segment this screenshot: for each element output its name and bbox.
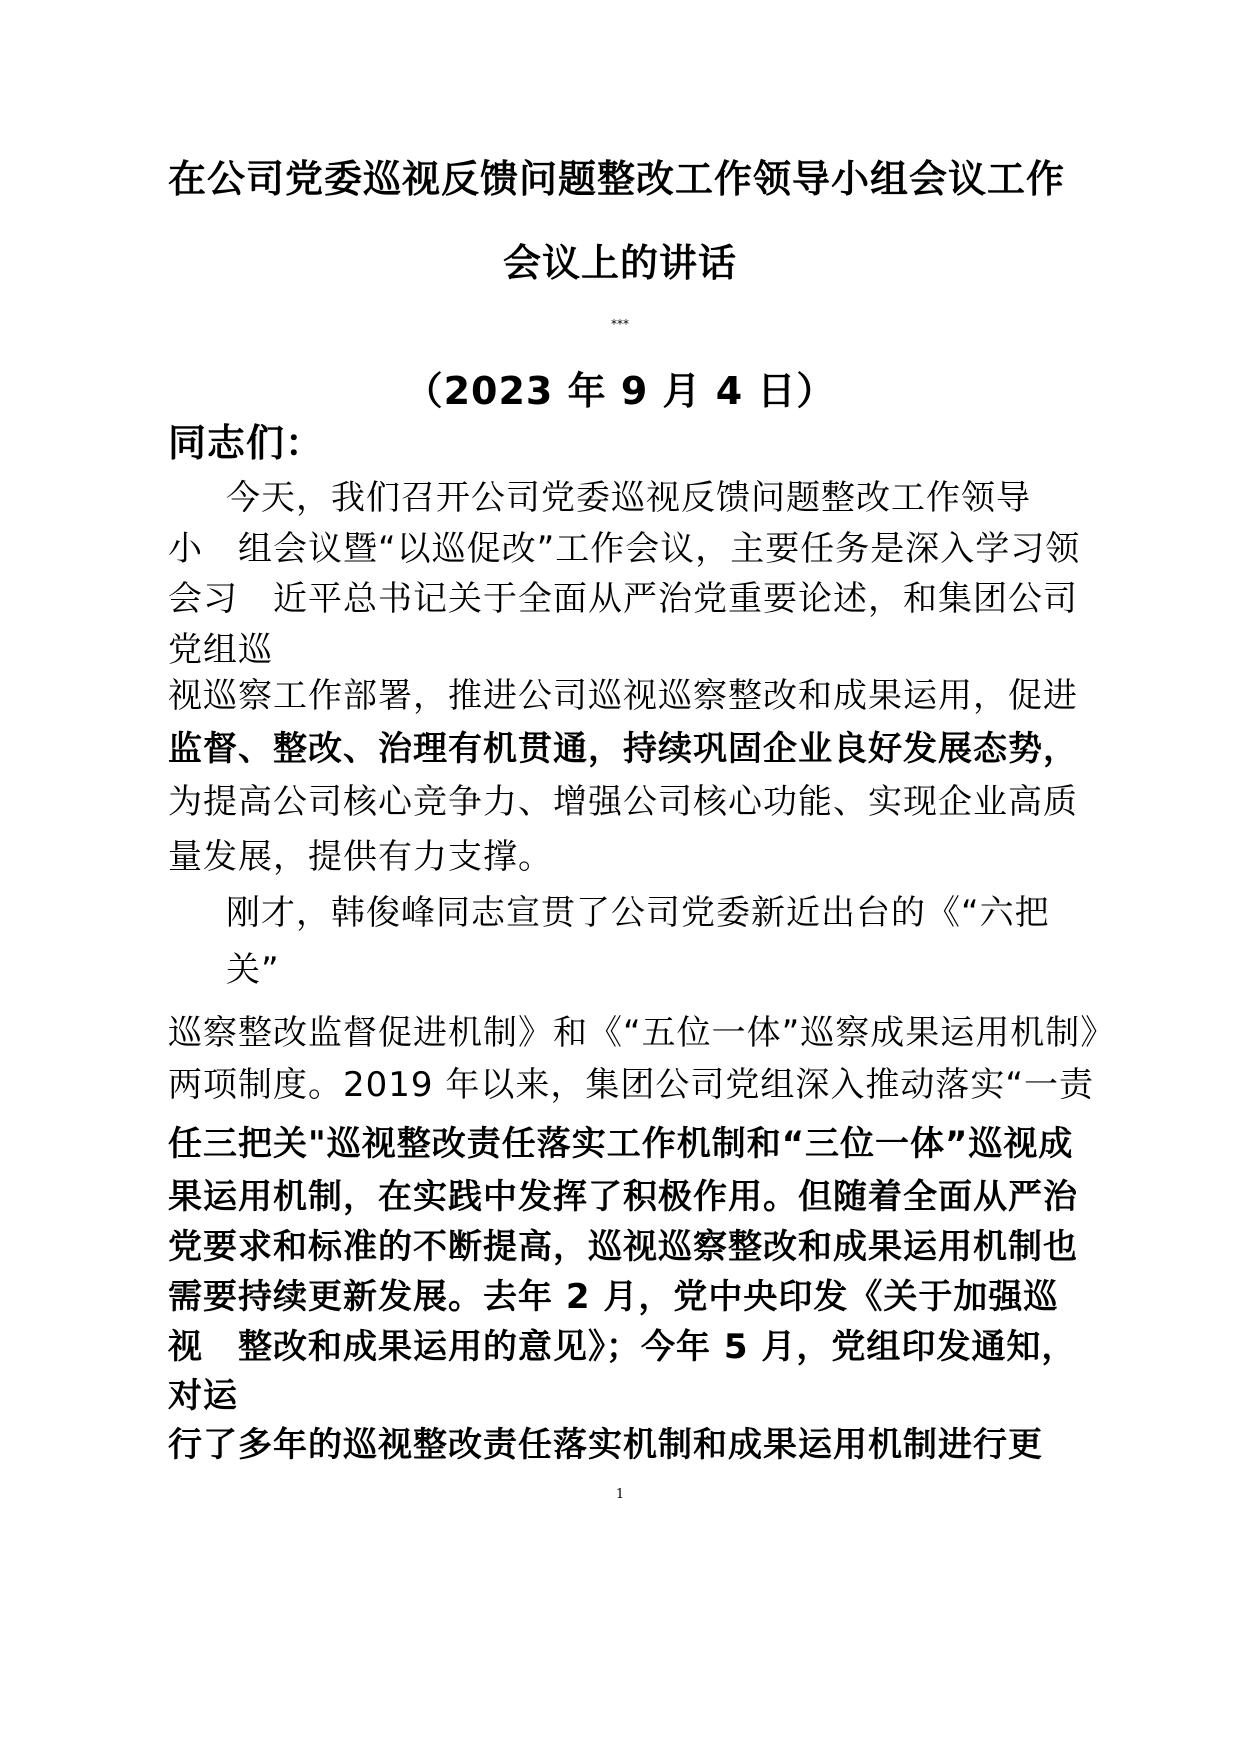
author-mark: ***	[611, 317, 629, 331]
paragraph-2-line-5: 任三把关"巡视整改责任落实工作机制和“三位一体”巡视成	[168, 1124, 1074, 1164]
paragraph-2-line-11: 行了多年的巡视整改责任落实机制和成果运用机制进行更	[168, 1425, 1043, 1465]
paragraph-2-line-8: 需要持续更新发展。去年 2 月，党中央印发《关于加强巡	[168, 1277, 1059, 1317]
paragraph-1-line-3: 会习 近平总书记关于全面从严治党重要论述，和集团公司	[168, 579, 1078, 619]
paragraph-2-line-2: 关”	[226, 950, 280, 990]
salutation: 同志们：	[168, 421, 325, 465]
paragraph-1-line-8: 量发展，提供有力支撑。	[168, 837, 553, 877]
title-line-2: 会议上的讲话	[502, 241, 737, 285]
paragraph-1-line-1: 今天，我们召开公司党委巡视反馈问题整改工作领导	[226, 478, 1031, 518]
paragraph-1-line-6: 监督、整改、治理有机贯通，持续巩固企业良好发展态势，	[168, 729, 1078, 769]
paragraph-2-line-10: 对运	[168, 1376, 238, 1416]
page-number: 1	[615, 1487, 625, 1502]
paragraph-1-line-4: 党组巡	[168, 630, 273, 670]
paragraph-1-line-7: 为提高公司核心竞争力、增强公司核心功能、实现企业高质	[168, 782, 1078, 822]
paragraph-2-line-7: 党要求和标准的不断提高，巡视巡察整改和成果运用机制也	[168, 1227, 1078, 1267]
paragraph-2-line-6: 果运用机制，在实践中发挥了积极作用。但随着全面从严治	[168, 1177, 1078, 1217]
speech-date: （2023 年 9 月 4 日）	[404, 369, 836, 413]
title-line-1: 在公司党委巡视反馈问题整改工作领导小组会议工作	[168, 157, 1066, 201]
paragraph-1-line-5: 视巡察工作部署，推进公司巡视巡察整改和成果运用，促进	[168, 676, 1078, 716]
paragraph-2-line-1: 刚才，韩俊峰同志宣贯了公司党委新近出台的《“六把	[226, 893, 1050, 933]
paragraph-1-line-2: 小 组会议暨“以巡促改”工作会议，主要任务是深入学习领	[168, 529, 1081, 569]
paragraph-2-line-4: 两项制度。2019 年以来，集团公司党组深入推动落实“一责	[168, 1065, 1094, 1105]
paragraph-2-line-9: 视 整改和成果运用的意见》；今年 5 月，党组印发通知，	[168, 1327, 1077, 1367]
paragraph-2-line-3: 巡察整改监督促进机制》和《“五位一体”巡察成果运用机制》	[168, 1013, 1116, 1053]
